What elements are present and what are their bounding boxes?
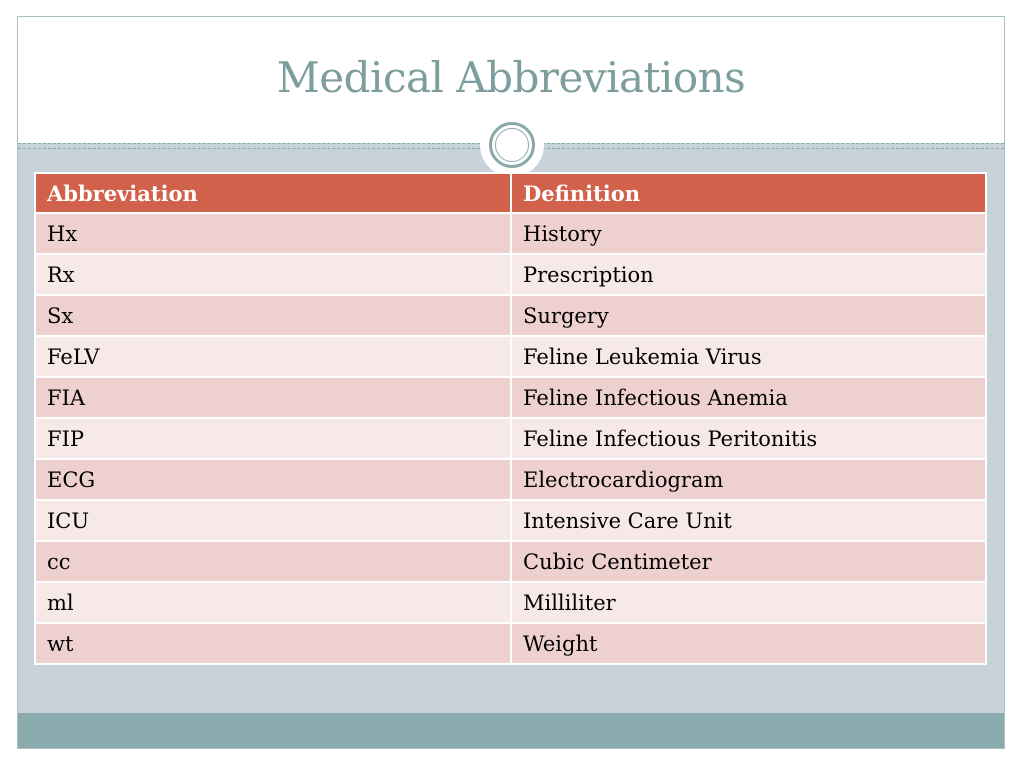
table-row (35, 623, 986, 664)
definition-cell: Intensive Care Unit (511, 500, 986, 541)
table-row (35, 336, 986, 377)
table-row (35, 500, 986, 541)
definition-cell: History (511, 213, 986, 254)
abbreviation-cell: ICU (35, 500, 511, 541)
definition-cell: Electrocardiogram (511, 459, 986, 500)
table-row (35, 582, 986, 623)
table-row (35, 459, 986, 500)
table-row (35, 295, 986, 336)
table-row (35, 254, 986, 295)
definition-cell: Milliliter (511, 582, 986, 623)
footer-band (18, 713, 1004, 748)
abbreviation-cell: ml (35, 582, 511, 623)
header-abbreviation: Abbreviation (35, 173, 511, 213)
abbreviations-table (34, 172, 987, 665)
header-definition: Definition (511, 173, 986, 213)
table-header-row (35, 173, 986, 213)
table-row (35, 418, 986, 459)
definition-cell: Cubic Centimeter (511, 541, 986, 582)
table-row (35, 377, 986, 418)
abbreviation-cell: FeLV (35, 336, 511, 377)
abbreviation-cell: Rx (35, 254, 511, 295)
abbreviation-cell: wt (35, 623, 511, 664)
abbreviation-cell: FIA (35, 377, 511, 418)
definition-cell: Surgery (511, 295, 986, 336)
abbreviation-cell: FIP (35, 418, 511, 459)
definition-cell: Weight (511, 623, 986, 664)
ornament-inner-ring (495, 128, 529, 162)
table-row (35, 213, 986, 254)
definition-cell: Prescription (511, 254, 986, 295)
table-row (35, 541, 986, 582)
abbreviation-cell: cc (35, 541, 511, 582)
abbreviation-cell: ECG (35, 459, 511, 500)
abbreviation-cell: Sx (35, 295, 511, 336)
definition-cell: Feline Infectious Peritonitis (511, 418, 986, 459)
slide-title: Medical Abbreviations (276, 53, 746, 102)
definition-cell: Feline Infectious Anemia (511, 377, 986, 418)
definition-cell: Feline Leukemia Virus (511, 336, 986, 377)
abbreviation-cell: Hx (35, 213, 511, 254)
slide (17, 16, 1005, 749)
